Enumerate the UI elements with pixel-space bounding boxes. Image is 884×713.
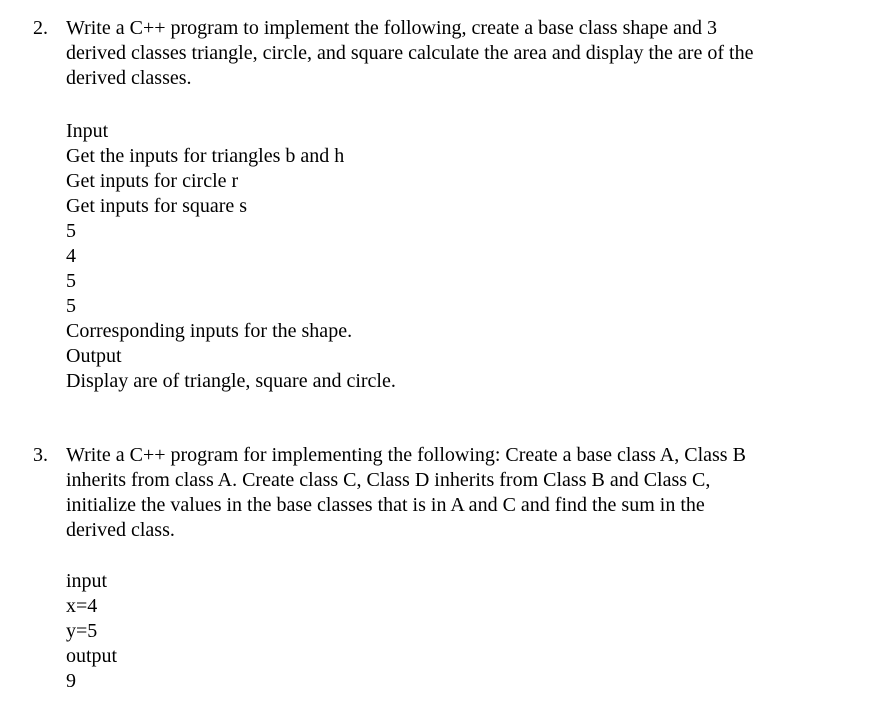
io-line: Output xyxy=(66,345,122,367)
question-text-line: derived class. xyxy=(66,519,175,541)
question-text-line: Write a C++ program to implement the following, create a base class shape and 3 xyxy=(66,17,717,39)
io-line: Corresponding inputs for the shape. xyxy=(66,320,353,342)
question-text-line: initialize the values in the base classes that is in A and C and find the sum in the xyxy=(66,494,705,516)
io-line: output xyxy=(66,645,118,667)
input-output-block xyxy=(66,569,117,694)
question-text xyxy=(66,443,846,543)
question-text-line: inherits from class A. Create class C, Class D inherits from Class B and Class C, xyxy=(66,469,711,491)
io-line: Input xyxy=(66,120,109,142)
question-text-line: Write a C++ program for implementing the following: Create a base class A, Class B xyxy=(66,444,746,466)
io-line: 9 xyxy=(66,670,76,692)
io-line: Get inputs for circle r xyxy=(66,170,239,192)
io-line: x=4 xyxy=(66,595,98,617)
input-output-block xyxy=(66,119,396,394)
io-line: input xyxy=(66,570,108,592)
question-number: 3. xyxy=(33,444,48,466)
io-line: y=5 xyxy=(66,620,98,642)
question-text-line: derived classes. xyxy=(66,67,192,89)
io-line: 5 xyxy=(66,270,76,292)
io-line: 5 xyxy=(66,220,76,242)
question-text-line: derived classes triangle, circle, and square calculate the area and display the are of the xyxy=(66,42,754,64)
question-text xyxy=(66,16,846,91)
io-line: 4 xyxy=(66,245,76,267)
io-line: Display are of triangle, square and circle. xyxy=(66,370,396,392)
io-line: Get inputs for square s xyxy=(66,195,248,217)
io-line: Get the inputs for triangles b and h xyxy=(66,145,345,167)
io-line: 5 xyxy=(66,295,76,317)
question-number: 2. xyxy=(33,17,48,39)
